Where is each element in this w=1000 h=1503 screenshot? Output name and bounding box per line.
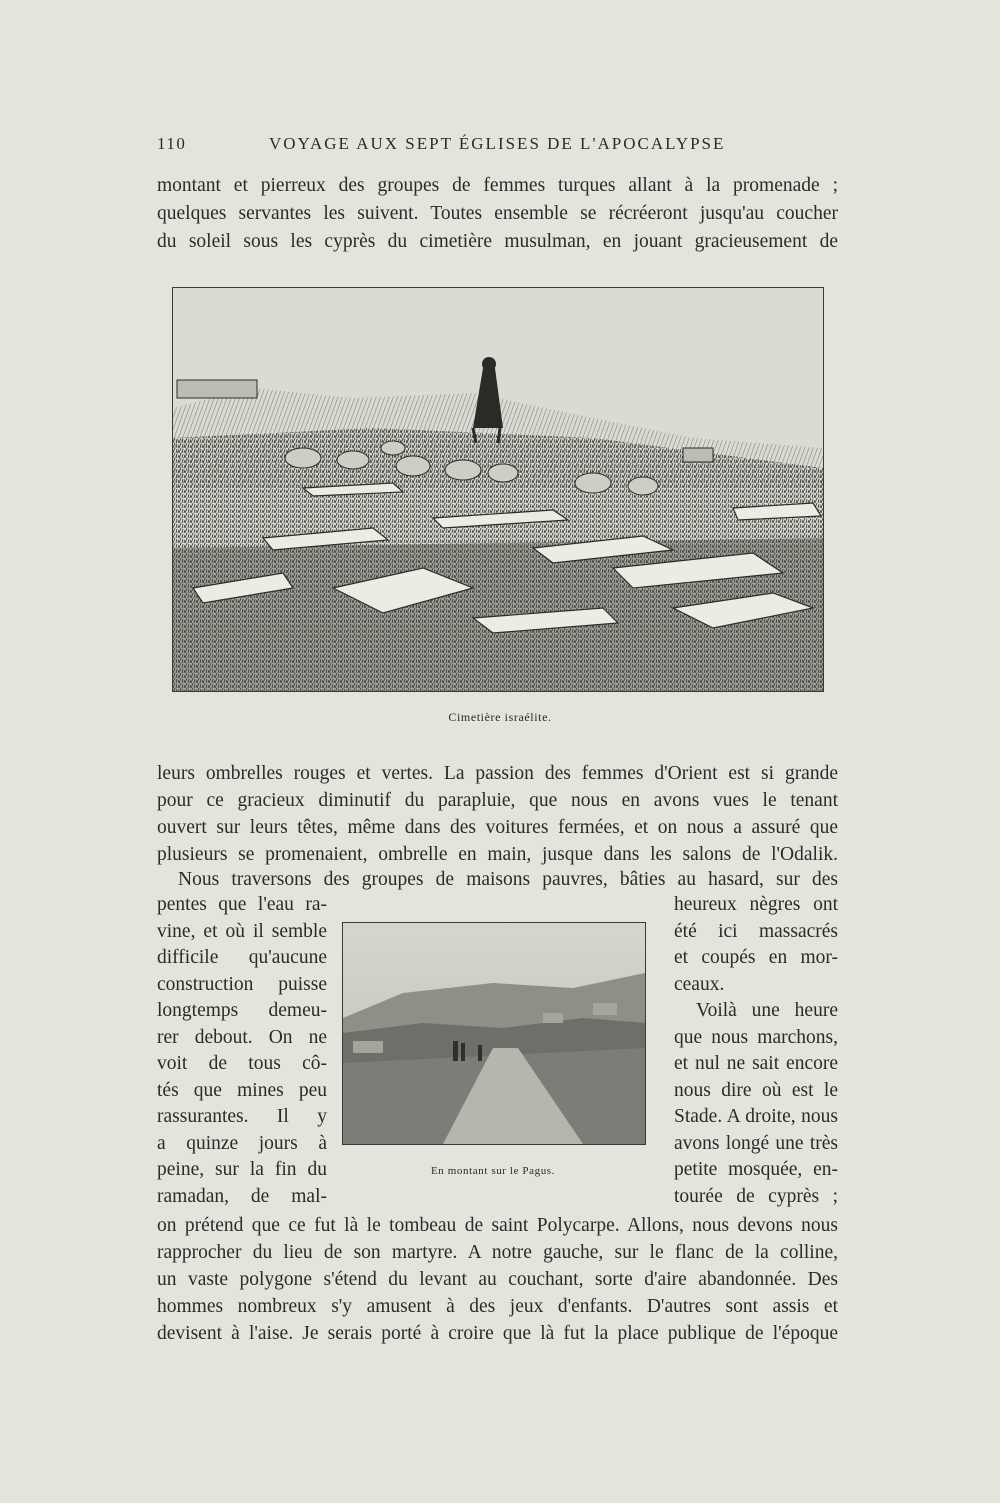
column-line: et coupés en mor- (674, 947, 838, 968)
column-line: construction puisse (157, 973, 327, 995)
column-line: petite mosquée, en- (674, 1159, 838, 1180)
column-line: a quinze jours à (157, 1132, 327, 1154)
column-line: Voilà une heure (696, 1000, 838, 1021)
column-line: ramadan, de mal- (157, 1185, 327, 1207)
body-line: un vaste polygone s'étend du levant au couchant, sorte d'aire abandonnée. Des (157, 1269, 838, 1290)
column-line: tourée de cyprès ; (674, 1185, 838, 1207)
column-line: que nous marchons, (674, 1026, 838, 1048)
body-line: on prétend que ce fut là le tombeau de saint Polycarpe. Allons, nous devons nous (157, 1215, 838, 1236)
body-line: du soleil sous les cyprès du cimetière musulman, en jouant gracieusement de (157, 231, 838, 252)
body-line: pour ce gracieux diminutif du parapluie, que nous en avons vues le tenant (157, 790, 838, 811)
column-line: vine, et où il semble (157, 920, 327, 942)
column-line: rer debout. On ne (157, 1026, 327, 1048)
column-line: longtemps demeu- (157, 1000, 327, 1021)
body-line: rapprocher du lieu de son martyre. A notre gauche, sur le flanc de la colline, (157, 1242, 838, 1263)
body-line: plusieurs se promenaient, ombrelle en main, jusque dans les salons de l'Odalik. (157, 844, 838, 865)
body-line: quelques servantes les suivent. Toutes ensemble se récréeront jusqu'au coucher (157, 203, 838, 224)
column-line: avons longé une très (674, 1132, 838, 1154)
page-header (157, 134, 837, 160)
column-line: été ici massacrés (674, 920, 838, 942)
column-line: rassurantes. Il y (157, 1106, 327, 1127)
body-line: Nous traversons des groupes de maisons pauvres, bâties au hasard, sur des (178, 869, 838, 890)
column-line: et nul ne sait encore (674, 1053, 838, 1074)
pagus-photograph (342, 922, 646, 1145)
column-line: Stade. A droite, nous (674, 1106, 838, 1127)
column-line: tés que mines peu (157, 1079, 327, 1101)
body-line: leurs ombrelles rouges et vertes. La passion des femmes d'Orient est si grande (157, 763, 838, 784)
page-number: 110 (157, 134, 187, 153)
column-line: peine, sur la fin du (157, 1159, 327, 1180)
column-line: nous dire où est le (674, 1079, 838, 1101)
body-line: ouvert sur leurs têtes, même dans des voitures fermées, et on nous a assuré que (157, 817, 838, 838)
column-line: difficile qu'aucune (157, 947, 327, 968)
body-line: hommes nombreux s'y amusent à des jeux d'enfants. D'autres sont assis et (157, 1296, 838, 1317)
figure-caption: En montant sur le Pagus. (430, 1165, 556, 1177)
body-line: montant et pierreux des groupes de femmes turques allant à la promenade ; (157, 175, 838, 196)
right-text-column (674, 892, 838, 1210)
column-line: heureux nègres ont (674, 894, 838, 915)
column-line: ceaux. (674, 973, 725, 995)
body-line: devisent à l'aise. Je serais porté à croire que là fut la place publique de l'époque (157, 1323, 838, 1344)
column-line: pentes que l'eau ra- (157, 894, 327, 915)
left-text-column (157, 892, 327, 1210)
cemetery-illustration (172, 287, 824, 692)
figure-caption: Cimetière israélite. (448, 710, 552, 724)
column-line: voit de tous cô- (157, 1053, 327, 1074)
running-title: VOYAGE AUX SEPT ÉGLISES DE L'APOCALYPSE (269, 134, 726, 153)
